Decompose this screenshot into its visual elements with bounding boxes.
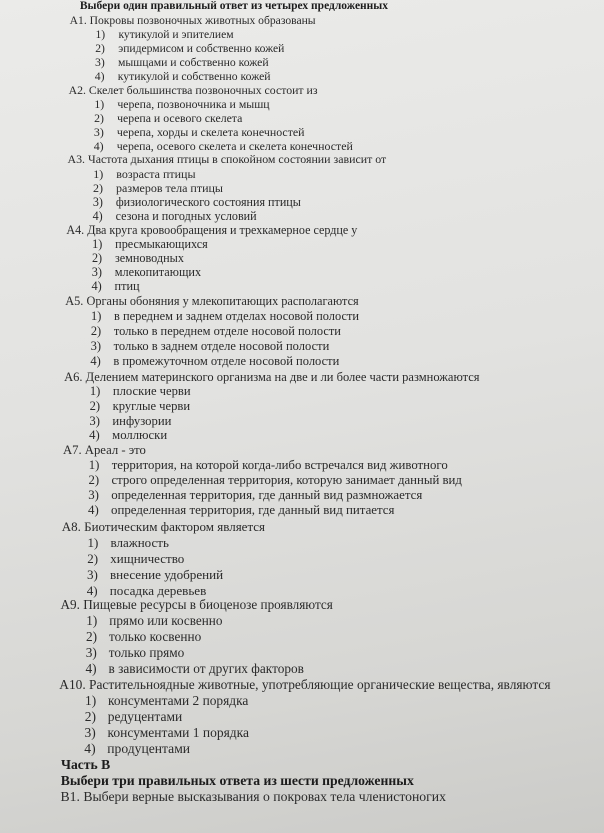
answer-option: млекопитающих <box>114 264 202 279</box>
question-label: А7. Ареал - это <box>62 443 146 458</box>
answer-option: кутикулой и собственно кожей <box>117 70 271 83</box>
answer-option: мышцами и собственно кожей <box>118 56 269 69</box>
answer-option: физиологического состояния птицы <box>115 194 301 209</box>
option-number: 3) <box>85 645 97 660</box>
option-number: 4) <box>94 70 105 83</box>
answer-option: плоские черви <box>112 384 191 399</box>
option-number: 1) <box>85 692 97 708</box>
option-number: 4) <box>89 428 100 443</box>
option-number: 1) <box>86 613 98 629</box>
answer-option: инфузории <box>112 414 172 429</box>
answer-option: только прямо <box>108 645 185 660</box>
option-number: 3) <box>88 488 99 503</box>
answer-option: хищничество <box>110 551 185 567</box>
answer-option: размеров тела птицы <box>116 180 223 195</box>
question-label: А1. Покровы позвоночных животных образованы <box>69 14 316 28</box>
option-number: 1) <box>91 308 102 323</box>
question-label: А5. Органы обоняния у млекопитающих располагаются <box>65 293 359 308</box>
option-number: 1) <box>87 535 99 551</box>
option-number: 4) <box>91 278 102 293</box>
part-a-instruction: Выбери один правильный ответ из четырех предложенных <box>79 0 389 13</box>
answer-option: черепа, позвоночника и мышц <box>117 96 270 111</box>
answer-option: прямо или косвенно <box>109 613 223 629</box>
answer-option: влажность <box>110 535 169 551</box>
answer-option: черепа, осевого скелета и скелета конечностей <box>116 138 353 153</box>
question-label: А8. Биотическим фактором является <box>61 519 266 535</box>
option-number: 4) <box>93 138 104 153</box>
answer-option: продуцентами <box>107 740 191 756</box>
option-number: 2) <box>88 473 100 488</box>
answer-option: черепа и осевого скелета <box>117 110 243 125</box>
option-number: 1) <box>95 28 106 41</box>
option-number: 1) <box>94 96 105 111</box>
option-number: 2) <box>91 250 103 265</box>
answer-option: редуцентами <box>107 708 183 724</box>
answer-option: в зависимости от других факторов <box>108 661 304 676</box>
answer-option: пресмыкающихся <box>115 236 208 251</box>
question-label: А6. Делением материнского организма на две и ли более части размножаются <box>64 369 480 384</box>
question-label: А4. Два круга кровообращения и трехкамерное сердце у <box>66 222 358 237</box>
option-number: 3) <box>89 414 100 429</box>
answer-option: в промежуточном отделе носовой полости <box>113 353 340 368</box>
option-number: 2) <box>89 399 101 414</box>
option-number: 1) <box>92 236 103 251</box>
option-number: 1) <box>93 166 104 181</box>
answer-option: черепа, хорды и скелета конечностей <box>116 124 305 139</box>
option-number: 2) <box>84 708 97 724</box>
option-number: 2) <box>93 180 104 195</box>
option-number: 3) <box>84 724 96 740</box>
question-label: А9. Пищевые ресурсы в биоценозе проявляются <box>60 597 333 613</box>
option-number: 4) <box>84 740 96 756</box>
option-number: 3) <box>95 56 105 69</box>
answer-option: только в заднем отделе носовой полости <box>113 338 330 353</box>
option-number: 4) <box>90 353 101 368</box>
answer-option: только косвенно <box>109 629 202 644</box>
answer-option: внесение удобрений <box>110 567 224 583</box>
answer-option: определенная территория, где данный вид питается <box>111 503 395 518</box>
part-b-title: Часть В <box>61 756 111 772</box>
part-b-question: В1. Выбери верные высказывания о покровах тела членистоногих <box>60 788 446 804</box>
question-label: А3. Частота дыхания птицы в спокойном состоянии зависит от <box>67 151 387 166</box>
option-number: 3) <box>90 338 101 353</box>
part-b-instruction: Выбери три правильных ответа из шести предложенных <box>60 772 414 788</box>
answer-option: моллюски <box>112 428 168 443</box>
answer-option: эпидермисом и собственно кожей <box>118 42 285 55</box>
answer-option: в переднем и заднем отделах носовой полости <box>114 308 360 323</box>
option-number: 3) <box>91 264 102 279</box>
option-number: 2) <box>94 110 104 125</box>
option-number: 3) <box>93 124 104 139</box>
option-number: 4) <box>85 661 97 676</box>
option-number: 2) <box>95 42 105 55</box>
option-number: 2) <box>90 323 102 338</box>
answer-option: консументами 1 порядка <box>107 724 249 740</box>
option-number: 2) <box>87 551 99 567</box>
option-number: 1) <box>88 458 100 473</box>
answer-option: консументами 2 порядка <box>108 692 249 708</box>
option-number: 4) <box>92 208 103 223</box>
option-number: 4) <box>86 583 98 599</box>
answer-option: посадка деревьев <box>109 583 207 599</box>
question-label: А2. Скелет большинства позвоночных состоит из <box>68 82 318 97</box>
answer-option: сезона и погодных условий <box>115 208 257 223</box>
option-number: 3) <box>87 567 98 583</box>
answer-option: кутикулой и эпителием <box>118 28 234 41</box>
answer-option: определенная территория, где данный вид размножается <box>111 488 423 503</box>
answer-option: территория, на которой когда-либо встречался вид животного <box>111 458 448 473</box>
option-number: 4) <box>88 503 99 518</box>
answer-option: строго определенная территория, которую занимает данный вид <box>111 473 462 488</box>
answer-option: птиц <box>114 278 140 293</box>
option-number: 1) <box>89 384 101 399</box>
option-number: 3) <box>92 194 103 209</box>
answer-option: земноводных <box>114 250 184 265</box>
answer-option: круглые черви <box>112 399 191 414</box>
answer-option: только в переднем отделе носовой полости <box>113 323 341 338</box>
answer-option: возраста птицы <box>116 166 196 181</box>
question-label: А10. Растительноядные животные, употребляющие органические вещества, являются <box>59 677 551 692</box>
option-number: 2) <box>86 629 98 644</box>
